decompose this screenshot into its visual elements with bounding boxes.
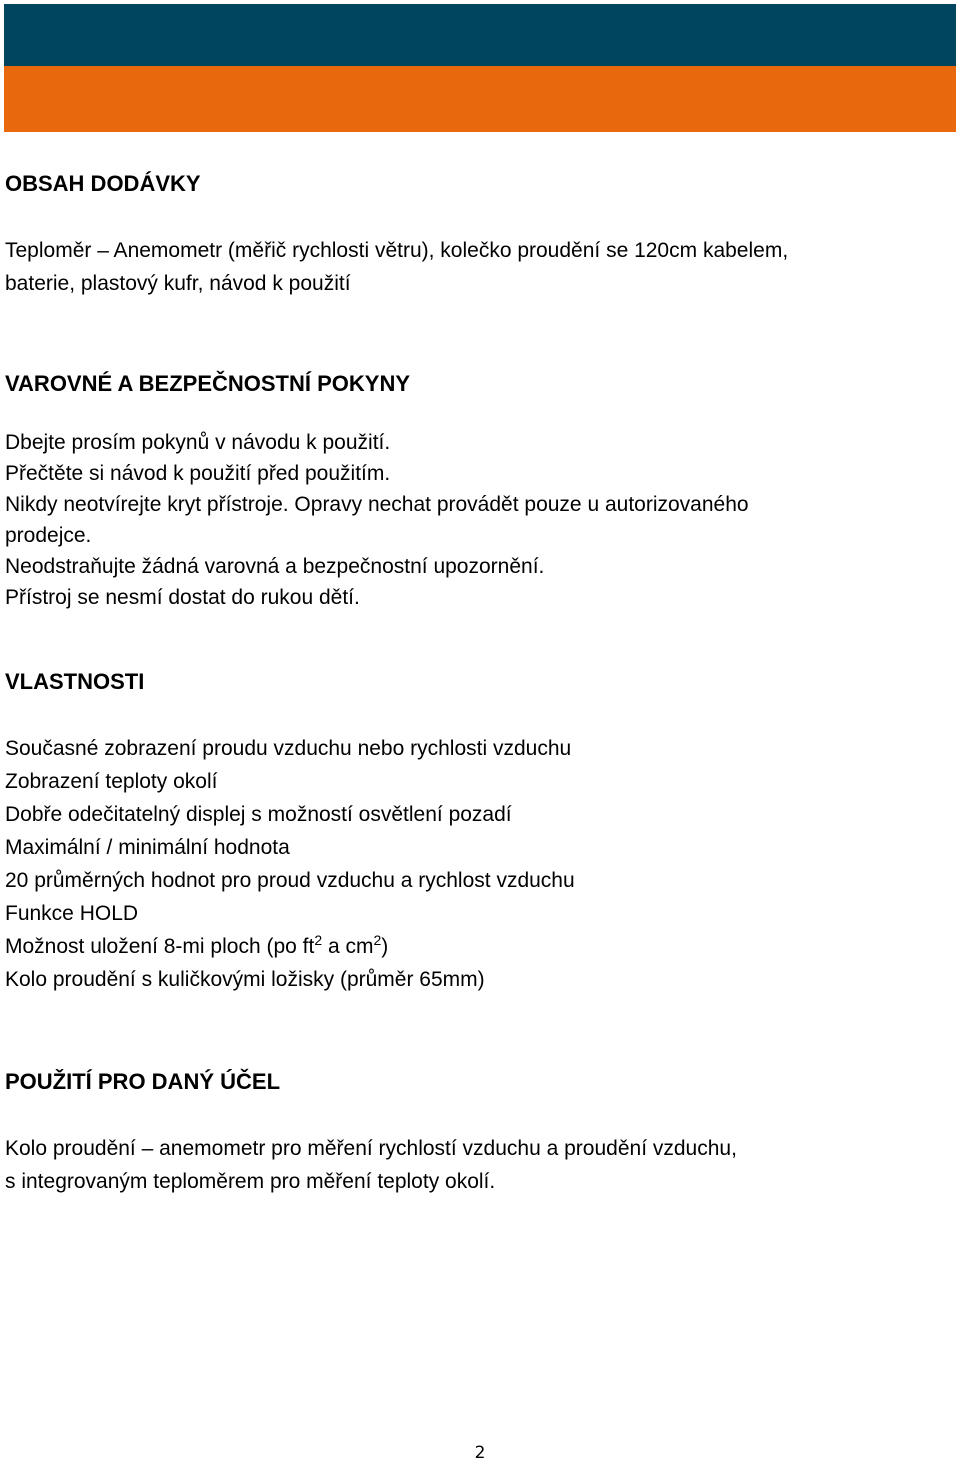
safety-line: Přístroj se nesmí dostat do rukou dětí.: [5, 586, 360, 609]
section-heading-intended-use: POUŽITÍ PRO DANÝ ÚČEL: [5, 1069, 281, 1094]
contents-paragraph: [5, 234, 950, 300]
feature-item-storage: [5, 930, 950, 963]
safety-line: Neodstraňujte žádná varovná a bezpečnostní upozornění.: [5, 555, 545, 578]
contents-line: baterie, plastový kufr, návod k použití: [5, 272, 351, 295]
section-heading-contents: OBSAH DODÁVKY: [5, 171, 201, 196]
header-band-dark: [4, 4, 956, 66]
safety-paragraph: [5, 427, 950, 613]
header-band-orange: [4, 66, 956, 132]
superscript-2: 2: [314, 932, 323, 948]
feature-item: Funkce HOLD: [5, 902, 139, 925]
intended-use-line: s integrovaným teploměrem pro měření teploty okolí.: [5, 1170, 496, 1193]
feature-item: Současné zobrazení proudu vzduchu nebo rychlosti vzduchu: [5, 737, 572, 760]
section-heading-safety: VAROVNÉ A BEZPEČNOSTNÍ POKYNY: [5, 371, 411, 396]
feature-item: Maximální / minimální hodnota: [5, 836, 290, 859]
feature-item: Kolo proudění s kuličkovými ložisky (průměr 65mm): [5, 968, 485, 991]
contents-line: Teploměr – Anemometr (měřič rychlosti větru), kolečko proudění se 120cm kabelem,: [5, 239, 789, 262]
safety-line: Nikdy neotvírejte kryt přístroje. Opravy nechat provádět pouze u autorizovaného: [5, 493, 749, 516]
feature-item: 20 průměrných hodnot pro proud vzduchu a rychlost vzduchu: [5, 869, 575, 892]
feature-item: Zobrazení teploty okolí: [5, 770, 218, 793]
feature-item: Dobře odečitatelný displej s možností osvětlení pozadí: [5, 803, 512, 826]
storage-text-end: ): [381, 935, 389, 958]
storage-text-middle: a cm: [322, 935, 374, 958]
intended-use-paragraph: [5, 1132, 950, 1198]
safety-line: Přečtěte si návod k použití před použitím.: [5, 462, 391, 485]
safety-line: prodejce.: [5, 524, 92, 547]
section-heading-features: VLASTNOSTI: [5, 669, 145, 694]
page-number: 2: [474, 1443, 486, 1463]
storage-text-start: Možnost uložení 8-mi ploch (po ft: [5, 935, 315, 958]
intended-use-line: Kolo proudění – anemometr pro měření rychlostí vzduchu a proudění vzduchu,: [5, 1137, 737, 1160]
features-list: [5, 732, 950, 996]
safety-line: Dbejte prosím pokynů v návodu k použití.: [5, 431, 391, 454]
superscript-2: 2: [373, 932, 382, 948]
